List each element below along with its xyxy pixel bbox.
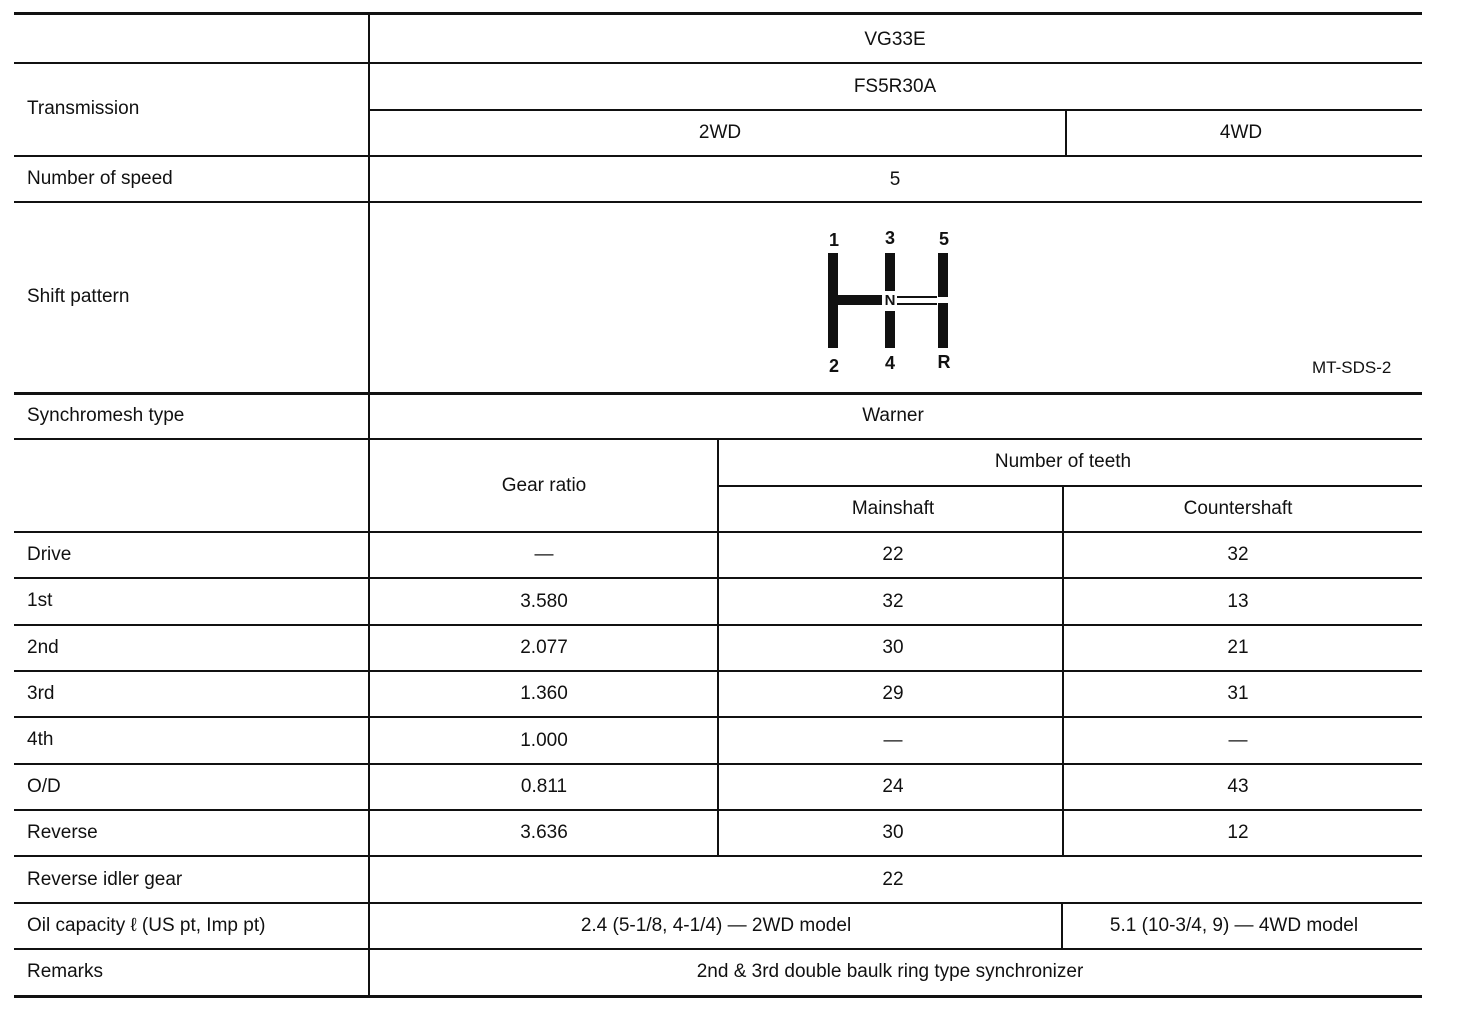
synchromesh-label: Synchromesh type (27, 405, 185, 426)
rule-main-counter-split (1062, 486, 1064, 856)
remarks-label: Remarks (27, 961, 104, 982)
variant-2wd: 2WD (698, 122, 742, 143)
rule-below-model (370, 109, 1422, 111)
number-of-speed-label: Number of speed (27, 168, 173, 189)
row-gear: 2nd (27, 637, 59, 658)
row-ratio: 2.077 (520, 637, 568, 658)
row-mainshaft: 29 (882, 683, 904, 704)
oil-capacity-2wd: 2.4 (5-1/8, 4-1/4) — 2WD model (580, 915, 852, 936)
shift-gate-left-crossbar (836, 295, 882, 305)
gear-3-label: 3 (884, 228, 896, 248)
row-countershaft: 13 (1227, 591, 1249, 612)
row-mainshaft: 30 (882, 637, 904, 658)
row-ratio: 1.360 (520, 683, 568, 704)
row-mainshaft: 24 (882, 776, 904, 797)
rule-label-column (368, 14, 370, 997)
row-gear: Drive (27, 544, 72, 565)
gear-5-label: 5 (938, 229, 950, 249)
row-countershaft: 43 (1227, 776, 1249, 797)
row-gear: 3rd (27, 683, 55, 704)
row-mainshaft: 22 (882, 544, 904, 565)
reverse-idler-value: 22 (882, 869, 904, 890)
rule-below-speed (14, 201, 1422, 203)
rule-below-oil (14, 948, 1422, 950)
transmission-model: FS5R30A (853, 76, 937, 97)
row-countershaft: — (1228, 730, 1248, 751)
rule-below-teeth-header (718, 485, 1422, 487)
row-gear: Reverse (27, 822, 98, 843)
row-gear: O/D (27, 776, 61, 797)
row-countershaft: 21 (1227, 637, 1249, 658)
gear-r-label: R (937, 352, 951, 372)
neutral-label: N (884, 292, 896, 309)
shift-pattern-label: Shift pattern (27, 286, 130, 307)
gear-1-label: 1 (828, 230, 840, 250)
rule-below-drive-type (14, 155, 1422, 157)
reverse-idler-label: Reverse idler gear (27, 869, 183, 890)
rule-ratio-teeth-split (717, 439, 719, 856)
row-countershaft: 31 (1227, 683, 1249, 704)
shift-gate-right-lower (938, 303, 948, 348)
row-countershaft: 32 (1227, 544, 1249, 565)
gear-2-label: 2 (828, 356, 840, 376)
shift-gate-middle-upper (885, 253, 895, 291)
row-mainshaft: 32 (882, 591, 904, 612)
rule-2wd-4wd-split (1065, 110, 1067, 156)
rule-top (14, 12, 1422, 15)
countershaft-header: Countershaft (1183, 498, 1293, 519)
number-of-teeth-header: Number of teeth (994, 451, 1132, 472)
remarks-value: 2nd & 3rd double baulk ring type synchronizer (696, 961, 1084, 982)
oil-capacity-4wd: 5.1 (10-3/4, 9) — 4WD model (1109, 915, 1359, 936)
rule-below-shift-pattern (14, 392, 1422, 395)
rule-below-idler (14, 902, 1422, 904)
row-ratio: 3.636 (520, 822, 568, 843)
neutral-link-upper (897, 296, 937, 298)
rule-below-engine (14, 62, 1422, 64)
row-ratio: 0.811 (520, 776, 568, 797)
row-countershaft: 12 (1227, 822, 1249, 843)
transmission-label: Transmission (27, 98, 140, 119)
rule-bottom (14, 995, 1422, 998)
gear-4-label: 4 (884, 353, 896, 373)
gear-ratio-header: Gear ratio (501, 475, 587, 496)
row-gear: 1st (27, 590, 53, 611)
engine-model: VG33E (864, 29, 926, 50)
oil-capacity-label: Oil capacity ℓ (US pt, Imp pt) (27, 915, 266, 936)
variant-4wd: 4WD (1219, 122, 1263, 143)
synchromesh-value: Warner (862, 405, 924, 426)
row-ratio: 1.000 (520, 730, 568, 751)
figure-code: MT-SDS-2 (1312, 358, 1392, 377)
mainshaft-header: Mainshaft (851, 498, 935, 519)
row-mainshaft: — (883, 730, 903, 751)
row-mainshaft: 30 (882, 822, 904, 843)
rule-oil-split (1061, 903, 1063, 949)
shift-gate-middle-lower (885, 310, 895, 348)
shift-gate-right-upper (938, 253, 948, 297)
neutral-link-lower (897, 303, 937, 305)
row-gear: 4th (27, 729, 54, 750)
number-of-speed-value: 5 (889, 169, 901, 190)
row-ratio: — (534, 544, 554, 565)
row-ratio: 3.580 (520, 591, 568, 612)
